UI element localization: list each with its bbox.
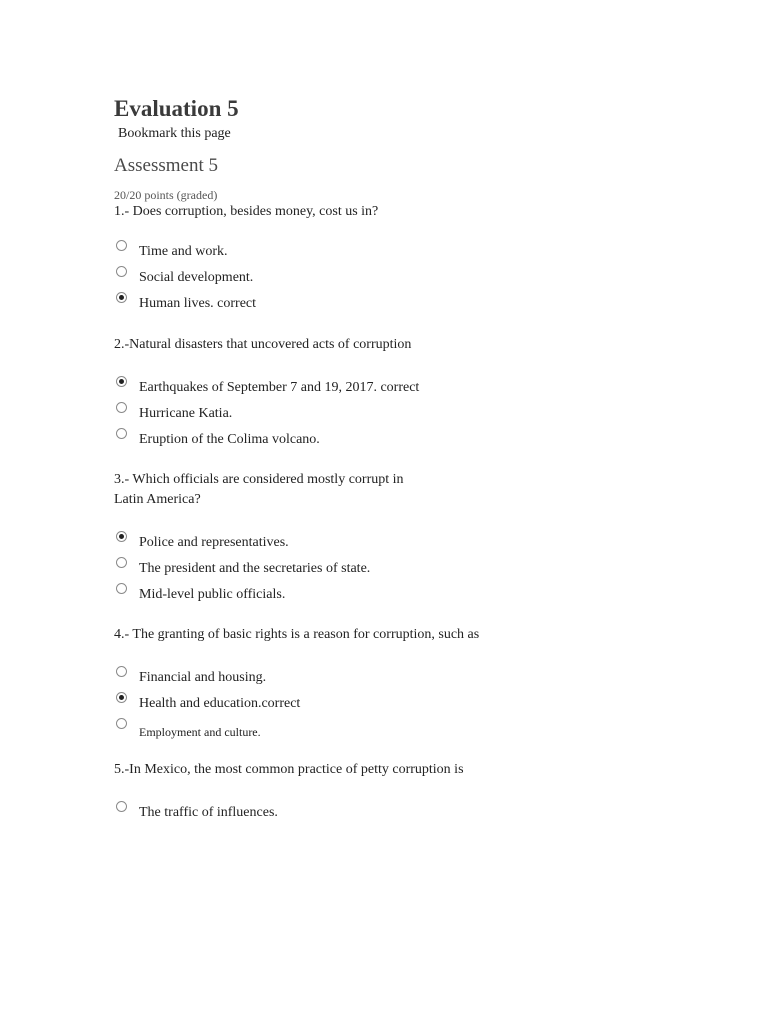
- question-3: [114, 470, 714, 609]
- option-label: Time and work.: [139, 244, 228, 259]
- question-text-continued: Latin America?: [114, 492, 201, 507]
- question-1: [114, 202, 714, 318]
- option-item[interactable]: [114, 292, 714, 318]
- radio-button[interactable]: [116, 801, 127, 812]
- page-title: Evaluation 5: [114, 96, 239, 121]
- question-2: [114, 335, 714, 454]
- option-item[interactable]: [114, 266, 714, 292]
- option-label: The traffic of influences.: [139, 805, 278, 820]
- radio-button-selected[interactable]: [116, 376, 127, 387]
- question-text: 4.- The granting of basic rights is a reason for corruption, such as: [114, 627, 480, 642]
- option-label: Financial and housing.: [139, 670, 267, 685]
- option-label: Hurricane Katia.: [139, 406, 233, 421]
- option-label: The president and the secretaries of state.: [139, 561, 371, 576]
- option-list: [114, 801, 714, 827]
- option-list: [114, 376, 714, 454]
- option-item[interactable]: [114, 240, 714, 266]
- option-label: Human lives. correct: [139, 296, 257, 311]
- question-5: [114, 760, 714, 827]
- option-list: [114, 531, 714, 609]
- option-label: Health and education.correct: [139, 696, 301, 711]
- option-list: [114, 666, 714, 744]
- radio-button-selected[interactable]: [116, 292, 127, 303]
- option-item[interactable]: [114, 531, 714, 557]
- radio-button-selected[interactable]: [116, 531, 127, 542]
- radio-button[interactable]: [116, 718, 127, 729]
- radio-button[interactable]: [116, 402, 127, 413]
- option-item[interactable]: [114, 666, 714, 692]
- option-item[interactable]: [114, 718, 714, 744]
- question-text: 5.-In Mexico, the most common practice of petty corruption is: [114, 762, 464, 777]
- option-item[interactable]: [114, 801, 714, 827]
- radio-button[interactable]: [116, 428, 127, 439]
- assessment-page: [114, 94, 714, 827]
- radio-button-selected[interactable]: [116, 692, 127, 703]
- option-item[interactable]: [114, 402, 714, 428]
- radio-button[interactable]: [116, 240, 127, 251]
- option-list: [114, 240, 714, 318]
- assessment-subtitle: Assessment 5: [114, 155, 218, 176]
- radio-button[interactable]: [116, 666, 127, 677]
- question-text: 1.- Does corruption, besides money, cost us in?: [114, 204, 379, 219]
- option-item[interactable]: [114, 376, 714, 402]
- option-label: Employment and culture.: [139, 725, 261, 739]
- option-label: Social development.: [139, 270, 254, 285]
- radio-button[interactable]: [116, 557, 127, 568]
- bookmark-link[interactable]: Bookmark this page: [118, 126, 231, 141]
- option-item[interactable]: [114, 692, 714, 718]
- option-label: Eruption of the Colima volcano.: [139, 432, 320, 447]
- option-item[interactable]: [114, 557, 714, 583]
- radio-button[interactable]: [116, 583, 127, 594]
- question-text: 3.- Which officials are considered mostly corrupt in: [114, 472, 404, 487]
- points-status: 20/20 points (graded): [114, 188, 218, 202]
- option-item[interactable]: [114, 583, 714, 609]
- question-4: [114, 625, 714, 744]
- option-label: Police and representatives.: [139, 535, 289, 550]
- question-text: 2.-Natural disasters that uncovered acts of corruption: [114, 337, 412, 352]
- option-item[interactable]: [114, 428, 714, 454]
- option-label: Earthquakes of September 7 and 19, 2017. correct: [139, 380, 420, 395]
- radio-button[interactable]: [116, 266, 127, 277]
- option-label: Mid-level public officials.: [139, 587, 286, 602]
